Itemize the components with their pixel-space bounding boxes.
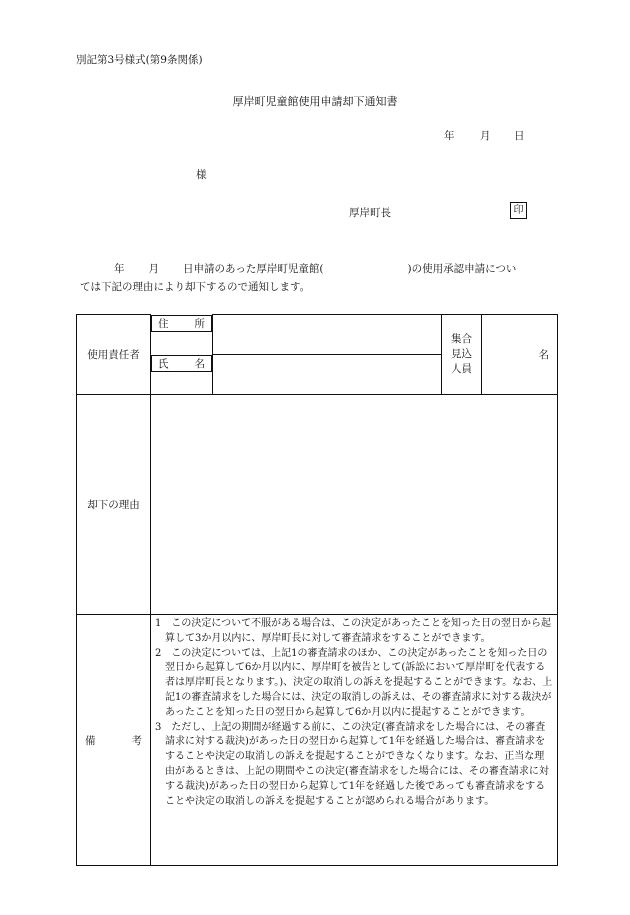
- note-item-2: 2 この決定については、上記1の審査請求のほか、この決定があったことを知った日の翌日から起算して6か月以内に、厚岸町を被告として(訴訟において厚岸町を代表する者は厚岸町長となります。)、決定の取消しの訴えを提起することができます。なお、上記1の審査請求をした場合には、決定の取消しの訴えは、その審査請求に対する裁決があったことを知った日の翌日から起算して6か月以内に提起することができます。: [155, 647, 553, 718]
- name-label: [151, 355, 212, 372]
- date-day-label: 日: [514, 130, 525, 142]
- body-suffix-text: )の使用承認申請につい: [407, 263, 517, 275]
- reason-label: 却下の理由: [77, 395, 151, 615]
- date-month-label: 月: [480, 130, 491, 142]
- notes-content: [151, 615, 558, 866]
- attendees-count-field[interactable]: [482, 315, 558, 395]
- reason-field[interactable]: [151, 395, 558, 615]
- address-label-char-2: 所: [194, 317, 205, 330]
- application-table: [76, 314, 558, 866]
- body-month: 月: [148, 263, 159, 275]
- note-item-3: 3 ただし、上記の期間が経過する前に、この決定(審査請求をした場合には、その審査請求に対する裁決)があった日の翌日から起算して1年を経過した場合は、審査請求をすることや決定の取消しの訴えを提起することができなくなります。なお、正当な理由があるときは、上記の期間やこの決定(審査請求をした場合には、その審査請求に対する裁決)があった日の翌日から起算して1年を経過した後であっても審査請求をすることや決定の取消しの訴えを提起することが認められる場合があります。: [155, 721, 549, 807]
- name-field[interactable]: [213, 355, 442, 395]
- attendees-label-line-2: 見込: [451, 348, 472, 360]
- issuer-name: 厚岸町長: [349, 207, 391, 219]
- user-label: 使用責任者: [77, 315, 151, 395]
- body-line-2: ては下記の理由により却下するので通知します。: [80, 281, 311, 293]
- attendees-label: [442, 315, 482, 395]
- body-applied-text: 日申請のあった厚岸町児童館(: [183, 263, 324, 275]
- body-year: 年: [114, 263, 125, 275]
- date-year-label: 年: [444, 130, 455, 142]
- notes-label-char-2: 考: [131, 734, 142, 747]
- document-title: 厚岸町児童館使用申請却下通知書: [232, 95, 398, 108]
- address-field[interactable]: [213, 315, 442, 355]
- count-unit: 名: [538, 349, 549, 361]
- attendees-label-line-1: 集合: [451, 333, 472, 345]
- notice-body: [80, 260, 560, 296]
- notes-label-char-1: 備: [85, 734, 96, 747]
- attendees-label-line-3: 人員: [451, 363, 472, 375]
- name-label-char-1: 氏: [158, 357, 169, 370]
- addressee-suffix: 様: [196, 169, 207, 181]
- address-label: [151, 315, 212, 332]
- notes-label: [77, 615, 151, 866]
- form-number: 別記第3号様式(第9条関係): [76, 54, 203, 66]
- name-label-char-2: 名: [194, 357, 205, 370]
- address-label-char-1: 住: [158, 317, 169, 330]
- seal-mark: 印: [510, 202, 527, 219]
- note-item-1: 1 この決定について不服がある場合は、この決定があったことを知った日の翌日から起算して3か月以内に、厚岸町長に対して審査請求をすることができます。: [155, 618, 552, 644]
